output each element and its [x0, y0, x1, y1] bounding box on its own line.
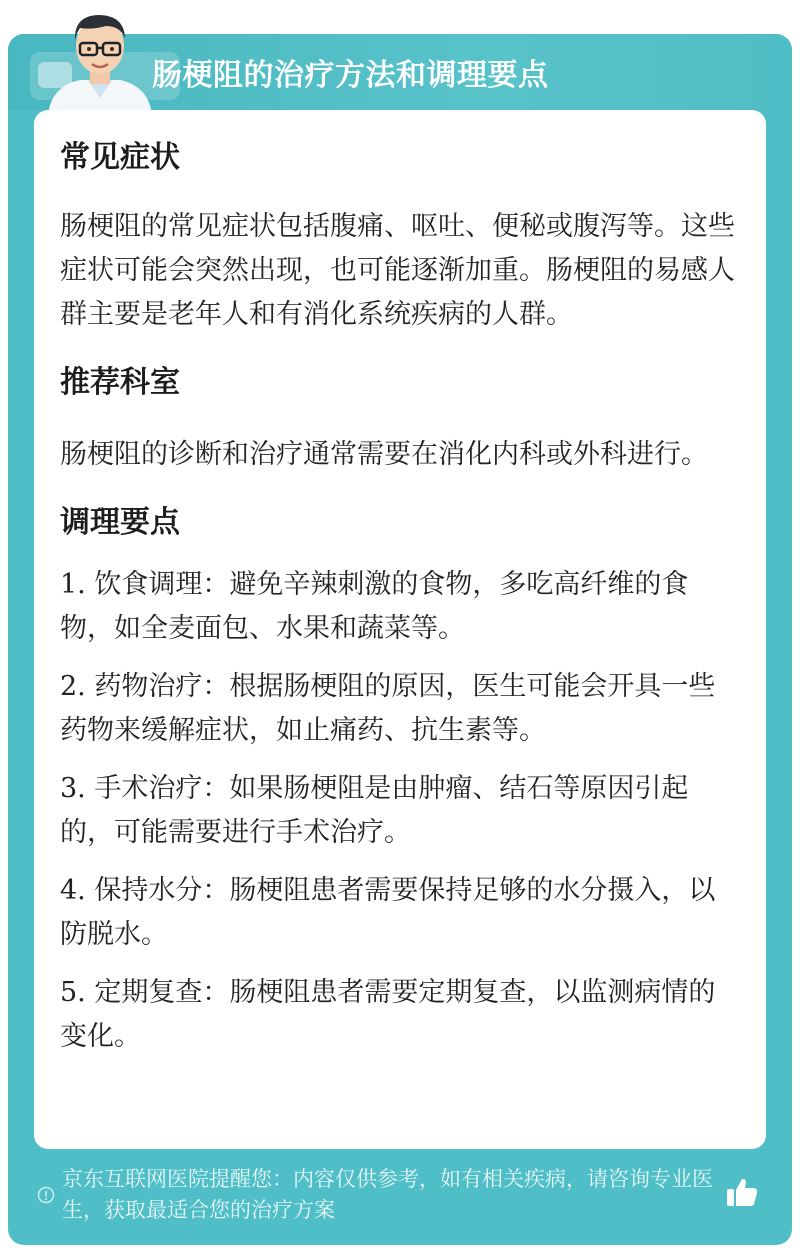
doctor-avatar-icon [40, 6, 160, 114]
care-section [60, 499, 740, 1059]
list-item-text: 保持水分：肠梗阻患者需要保持足够的水分摄入，以防脱水。 [60, 875, 716, 950]
info-icon [37, 1186, 55, 1204]
thumbs-up-icon[interactable] [724, 1174, 760, 1210]
list-item-text: 手术治疗：如果肠梗阻是由肿瘤、结石等原因引起的，可能需要进行手术治疗。 [60, 773, 689, 848]
list-item [60, 665, 740, 753]
list-item [60, 767, 740, 855]
disclaimer-text: 京东互联网医院提醒您：内容仅供参考，如有相关疾病，请咨询专业医生，获取最适合您的治疗方案 [62, 1167, 713, 1222]
list-item [60, 563, 740, 651]
list-item-number: 5. [60, 977, 86, 1008]
list-item [60, 869, 740, 957]
list-item-text: 药物治疗：根据肠梗阻的原因，医生可能会开具一些药物来缓解症状，如止痛药、抗生素等。 [60, 671, 716, 746]
content-panel [34, 110, 766, 1149]
care-list [60, 563, 740, 1059]
symptoms-title: 常见症状 [60, 140, 180, 175]
symptoms-text: 肠梗阻的常见症状包括腹痛、呕吐、便秘或腹泻等。这些症状可能会突然出现，也可能逐渐加重。肠梗阻的易感人群主要是老年人和有消化系统疾病的人群。 [60, 211, 735, 330]
list-item-number: 1. [60, 569, 86, 600]
care-title: 调理要点 [60, 505, 180, 540]
page-title: 肠梗阻的治疗方法和调理要点 [152, 58, 549, 93]
department-text: 肠梗阻的诊断和治疗通常需要在消化内科或外科进行。 [60, 439, 708, 470]
list-item-text: 饮食调理：避免辛辣刺激的食物，多吃高纤维的食物，如全麦面包、水果和蔬菜等。 [60, 569, 689, 644]
content-body [60, 134, 740, 1059]
symptoms-section [60, 134, 740, 337]
list-item-number: 2. [60, 671, 86, 702]
list-item [60, 971, 740, 1059]
department-title: 推荐科室 [60, 365, 180, 400]
list-item-number: 3. [60, 773, 86, 804]
department-section [60, 359, 740, 477]
list-item-text: 定期复查：肠梗阻患者需要定期复查，以监测病情的变化。 [60, 977, 716, 1052]
list-item-number: 4. [60, 875, 86, 906]
